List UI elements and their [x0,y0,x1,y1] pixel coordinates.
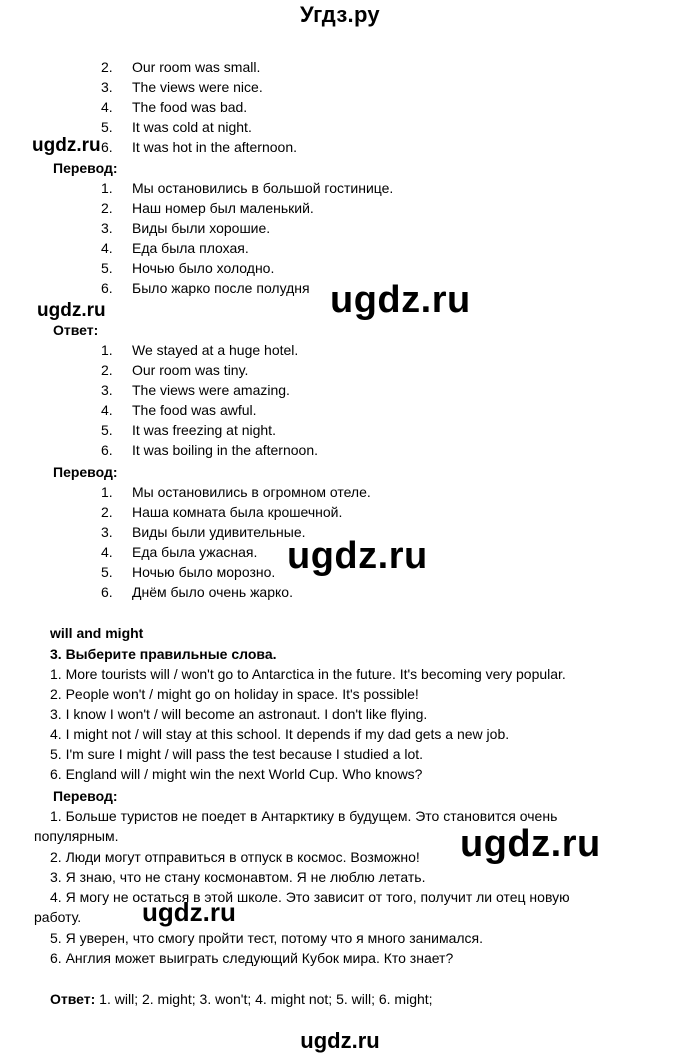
item-text: Еда была плохая. [132,240,249,256]
watermark: ugdz.ru [287,535,428,577]
item-number: 6. [101,139,113,155]
item-number: 6. [101,280,113,296]
item-number: 3. [101,79,113,95]
item-number: 4. [101,402,113,418]
item-number: 5. [101,260,113,276]
list-item: 5. I'm sure I might / will pass the test because I studied a lot. [50,746,424,762]
item-text: Наш номер был маленький. [132,200,314,216]
item-number: 2. [101,504,113,520]
item-number: 3. [101,524,113,540]
item-text: Было жарко после полудня [132,280,310,296]
item-text: The food was bad. [132,99,248,115]
item-text: Мы остановились в большой гостинице. [132,180,394,196]
item-number: 2. [101,59,113,75]
list-item: 3. I know I won't / will become an astronaut. I don't like flying. [50,706,428,722]
item-text: Our room was small. [132,59,261,75]
list-item: 4. I might not / will stay at this school. It depends if my dad gets a new job. [50,726,510,742]
watermark: ugdz.ru [460,823,601,865]
answer-heading: Ответ: [53,322,99,338]
item-number: 4. [101,240,113,256]
answer-label: Ответ: [50,991,96,1007]
final-answer [50,989,433,1009]
item-text: Виды были хорошие. [132,220,271,236]
item-text: Днём было очень жарко. [132,584,293,600]
text-line: популярным. [34,828,119,844]
item-number: 2. [101,200,113,216]
item-text: Мы остановились в огромном отеле. [132,484,371,500]
watermark: ugdz.ru [32,135,101,156]
translation-heading: Перевод: [53,464,118,480]
task-title: 3. Выберите правильные слова. [50,646,277,662]
translation-heading: Перевод: [53,160,118,176]
list-item: 6. England will / might win the next World Cup. Who knows? [50,766,423,782]
item-text: Our room was tiny. [132,362,249,378]
watermark: ugdz.ru [142,897,236,927]
item-text: The views were nice. [132,79,263,95]
item-number: 4. [101,99,113,115]
text-line: 5. Я уверен, что смогу пройти тест, потому что я много занимался. [50,930,484,946]
item-number: 5. [101,422,113,438]
answer-text: 1. will; 2. might; 3. won't; 4. might not; 5. will; 6. might; [95,991,433,1007]
item-number: 1. [101,180,113,196]
item-number: 5. [101,564,113,580]
item-text: It was cold at night. [132,119,252,135]
text-line: 3. Я знаю, что не стану космонавтом. Я не люблю летать. [50,869,426,885]
item-number: 3. [101,382,113,398]
site-title: Угдз.ру [300,2,380,27]
item-number: 6. [101,584,113,600]
list-item: 1. More tourists will / won't go to Antarctica in the future. It's becoming very popular. [50,666,566,682]
item-number: 6. [101,442,113,458]
watermark: ugdz.ru [330,279,471,321]
item-text: It was boiling in the afternoon. [132,442,319,458]
list-item: 2. People won't / might go on holiday in space. It's possible! [50,686,419,702]
translation-heading: Перевод: [53,788,118,804]
item-text: The views were amazing. [132,382,290,398]
text-line: 2. Люди могут отправиться в отпуск в космос. Возможно! [50,849,420,865]
site-footer: ugdz.ru [300,1028,380,1053]
item-number: 1. [101,342,113,358]
item-number: 1. [101,484,113,500]
item-text: It was hot in the afternoon. [132,139,297,155]
item-number: 5. [101,119,113,135]
item-text: Наша комната была крошечной. [132,504,343,520]
text-line: 1. Больше туристов не поедет в Антарктику в будущем. Это становится очень [50,808,558,824]
text-line: работу. [34,909,82,925]
topic-title: will and might [50,625,144,641]
watermark: ugdz.ru [37,300,106,321]
item-number: 4. [101,544,113,560]
text-line: 6. Англия может выиграть следующий Кубок мира. Кто знает? [50,950,454,966]
item-text: Еда была ужасная. [132,544,258,560]
item-text: Ночью было морозно. [132,564,276,580]
item-text: Ночью было холодно. [132,260,275,276]
text-line: 4. Я могу не остаться в этой школе. Это зависит от того, получит ли отец новую [50,889,570,905]
item-text: It was freezing at night. [132,422,276,438]
item-number: 2. [101,362,113,378]
item-text: We stayed at a huge hotel. [132,342,299,358]
item-text: The food was awful. [132,402,257,418]
item-text: Виды были удивительные. [132,524,306,540]
item-number: 3. [101,220,113,236]
